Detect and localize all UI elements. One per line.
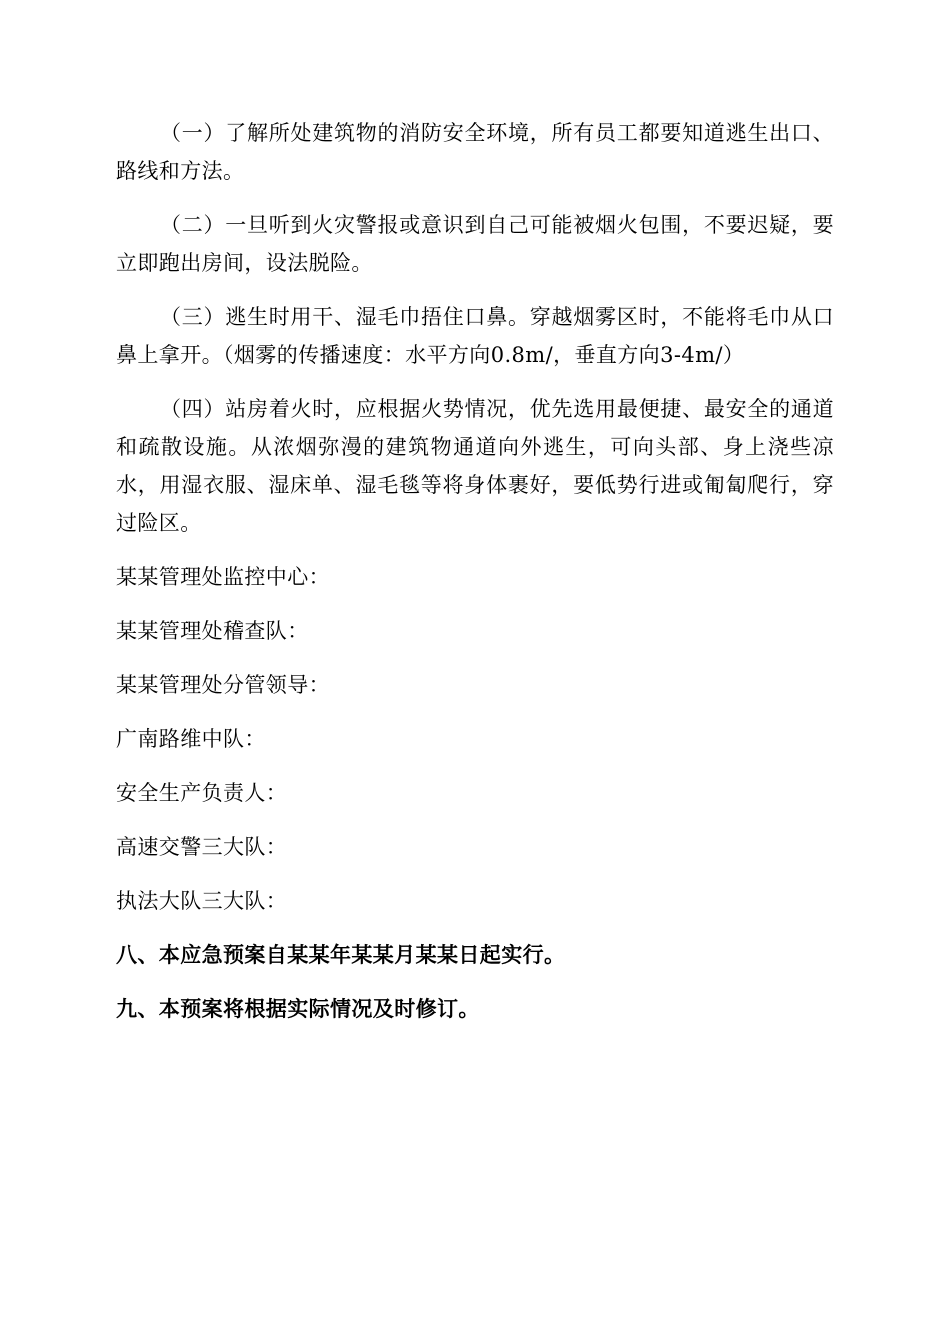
paragraph-escape-towel: （三）逃生时用干、湿毛巾捂住口鼻。穿越烟雾区时，不能将毛巾从口鼻上拿开。（烟雾的传播速度：水平方向0.8m/，垂直方向3-4m/）: [116, 305, 834, 367]
contact-safety-officer: 安全生产负责人：: [116, 781, 288, 805]
paragraph-escape-alarm: （二）一旦听到火灾警报或意识到自己可能被烟火包围，不要迟疑，要立即跑出房间，设法脱险。: [116, 213, 834, 275]
paragraph-escape-environment: （一）了解所处建筑物的消防安全环境，所有员工都要知道逃生出口、路线和方法。: [116, 121, 834, 183]
document-page: [116, 114, 834, 1044]
contact-inspection-team: 某某管理处稽查队：: [116, 619, 309, 643]
section-heading-effective-date: 八、本应急预案自某某年某某月某某日起实行。: [116, 943, 566, 967]
contact-law-enforcement: 执法大队三大队：: [116, 889, 288, 913]
paragraph-escape-station-fire: （四）站房着火时，应根据火势情况，优先选用最便捷、最安全的通道和疏散设施。从浓烟弥漫的建筑物通道向外逃生，可向头部、身上浇些凉水，用湿衣服、湿床单、湿毛毯等将身体裹好，要低势行进或匍匐爬行，穿过险区。: [116, 397, 834, 535]
contact-traffic-police: 高速交警三大队：: [116, 835, 288, 859]
contact-road-maintenance-squad: 广南路维中队：: [116, 727, 266, 751]
contact-supervising-leader: 某某管理处分管领导：: [116, 673, 330, 697]
section-heading-revision: 九、本预案将根据实际情况及时修订。: [116, 997, 480, 1021]
contact-monitoring-center: 某某管理处监控中心：: [116, 565, 330, 589]
